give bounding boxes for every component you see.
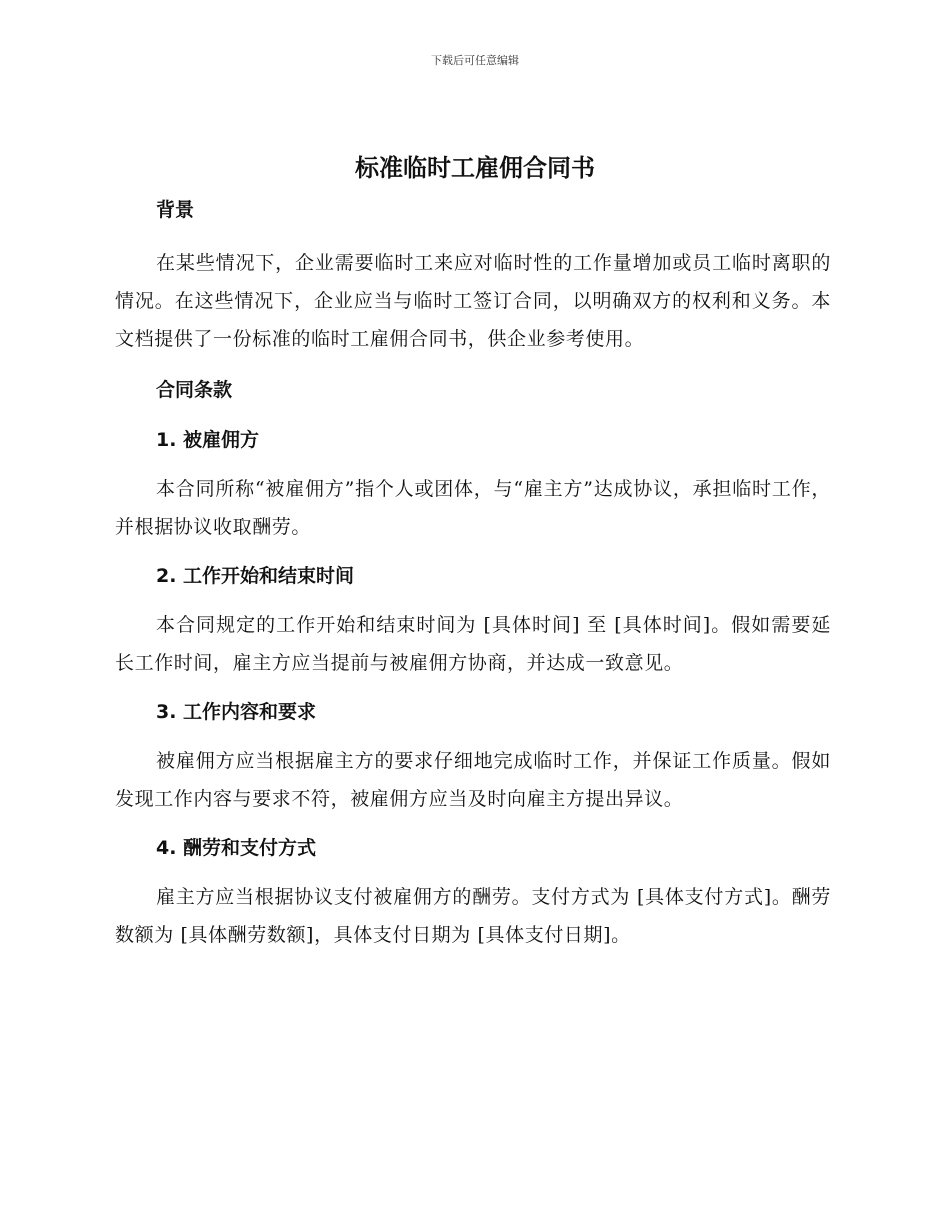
section-heading-work-content: 3. 工作内容和要求 [156, 701, 317, 723]
section-heading-contract-terms: 合同条款 [156, 379, 233, 401]
section-heading-work-time: 2. 工作开始和结束时间 [156, 565, 355, 587]
section-paragraph-payment: 雇主方应当根据协议支付被雇佣方的酬劳。支付方式为 [具体支付方式]。酬劳数额为 [具体酬劳数额]，具体支付日期为 [具体支付日期]。 [115, 886, 831, 946]
section-heading-background: 背景 [156, 199, 195, 221]
section-paragraph-employee: 本合同所称“被雇佣方”指个人或团体，与“雇主方”达成协议，承担临时工作，并根据协议收取酬劳。 [115, 478, 831, 538]
section-heading-employee: 1. 被雇佣方 [156, 429, 260, 451]
document-title: 标准临时工雇佣合同书 [355, 154, 595, 182]
section-paragraph-background: 在某些情况下，企业需要临时工来应对临时性的工作量增加或员工临时离职的情况。在这些情况下，企业应当与临时工签订合同，以明确双方的权利和义务。本文档提供了一份标准的临时工雇佣合同书，供企业参考使用。 [115, 252, 831, 350]
section-heading-payment: 4. 酬劳和支付方式 [156, 837, 317, 859]
document-body [115, 192, 831, 954]
page-header: 下载后可任意编辑 [431, 54, 519, 67]
section-paragraph-work-time: 本合同规定的工作开始和结束时间为 [具体时间] 至 [具体时间]。假如需要延长工作时间，雇主方应当提前与被雇佣方协商，并达成一致意见。 [115, 614, 831, 674]
section-paragraph-work-content: 被雇佣方应当根据雇主方的要求仔细地完成临时工作，并保证工作质量。假如发现工作内容与要求不符，被雇佣方应当及时向雇主方提出异议。 [115, 750, 831, 810]
